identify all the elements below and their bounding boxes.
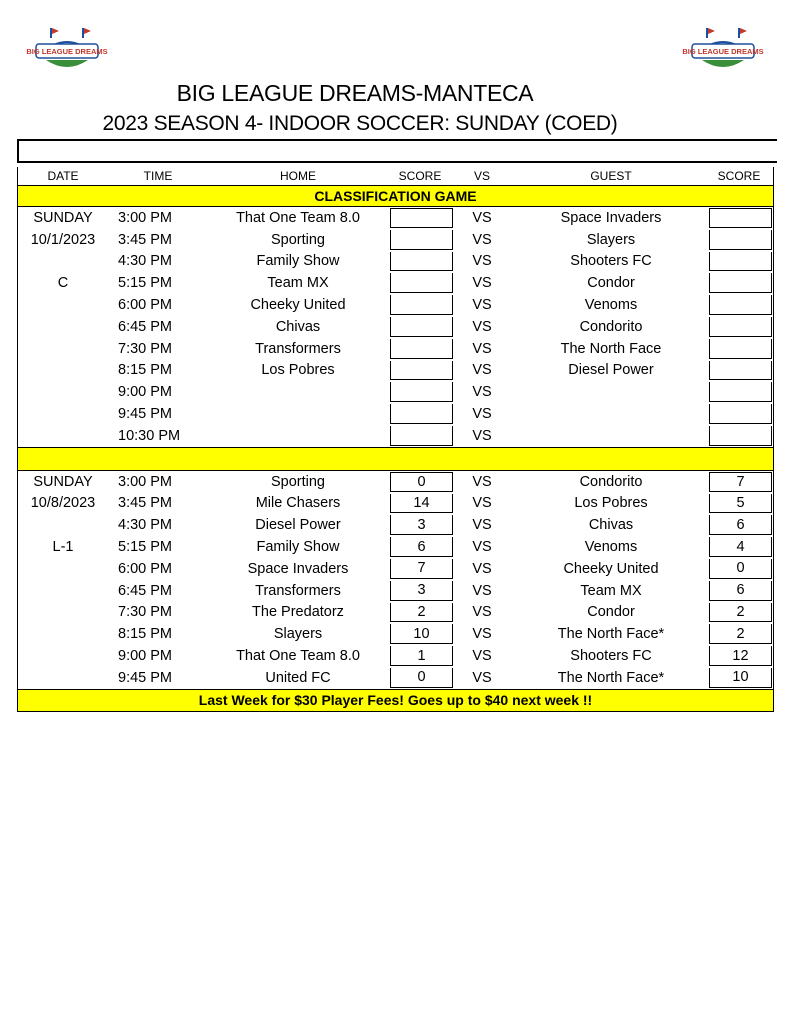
date-cell [20,645,106,667]
game-row [18,381,773,403]
game-row [18,294,773,316]
guest-team: Condor [587,604,635,621]
guest-team: Space Invaders [560,209,662,226]
home-score [390,361,453,381]
guest-team: Condorito [579,318,643,335]
home-score [390,426,453,446]
game-row [18,425,773,447]
time-cell: 6:00 PM [118,560,172,577]
guest-score [709,295,772,315]
date-cell [20,425,106,447]
week-separator [18,447,773,471]
guest-score [709,208,772,228]
home-team: Sporting [270,473,325,490]
big-league-dreams-logo [682,26,764,76]
guest-team: Diesel Power [568,362,654,379]
home-team: Sporting [270,231,325,248]
home-team: Family Show [256,253,340,270]
guest-score: 5 [709,494,772,514]
time-cell: 3:00 PM [118,473,172,490]
vs-label: VS [472,517,492,534]
time-cell: 5:15 PM [118,275,172,292]
game-row [18,645,773,667]
col-home: HOME [280,169,316,183]
guest-score: 7 [709,472,772,492]
vs-label: VS [472,626,492,643]
home-score: 2 [390,603,453,623]
time-cell: 7:30 PM [118,604,172,621]
guest-team: Condorito [579,473,643,490]
home-team: Transformers [255,340,341,357]
home-score [390,295,453,315]
week2-games [18,471,773,689]
home-score [390,230,453,250]
vs-label: VS [472,297,492,314]
date-cell: 10/1/2023 [30,231,96,248]
vs-label: VS [472,406,492,423]
col-time: TIME [143,169,173,183]
time-cell: 6:00 PM [118,297,172,314]
game-row [18,338,773,360]
vs-label: VS [472,427,492,444]
svg-text:BIG LEAGUE DREAMS: BIG LEAGUE DREAMS [26,47,108,56]
home-team: The Predatorz [252,604,344,621]
guest-team: Chivas [588,517,634,534]
home-team: Family Show [256,539,340,556]
time-cell: 3:00 PM [118,209,172,226]
guest-score [709,339,772,359]
game-row [18,403,773,425]
game-row [18,623,773,645]
time-cell: 4:30 PM [118,253,172,270]
time-cell: 3:45 PM [118,495,172,512]
vs-label: VS [472,539,492,556]
game-row [18,667,773,689]
home-team [210,425,386,447]
date-cell [20,667,106,689]
col-date: DATE [47,169,79,183]
guest-score: 4 [709,537,772,557]
big-league-dreams-logo [26,26,108,76]
guest-team: Los Pobres [574,495,648,512]
col-guest: GUEST [590,169,632,183]
home-team: Transformers [255,582,341,599]
guest-team [510,425,712,447]
home-score [390,404,453,424]
svg-text:BIG LEAGUE DREAMS: BIG LEAGUE DREAMS [682,47,764,56]
guest-score [709,404,772,424]
home-score: 0 [390,472,453,492]
home-team: That One Team 8.0 [236,648,360,665]
home-team: Team MX [267,275,329,292]
time-cell: 8:15 PM [118,362,172,379]
game-row [18,251,773,273]
home-team: Mile Chasers [255,495,341,512]
page-title: BIG LEAGUE DREAMS-MANTECA [176,80,534,106]
game-row [18,514,773,536]
date-cell [20,338,106,360]
date-cell [20,294,106,316]
time-cell: 9:00 PM [118,648,172,665]
home-score: 6 [390,537,453,557]
vs-label: VS [472,560,492,577]
guest-score: 6 [709,515,772,535]
home-score: 14 [390,494,453,514]
vs-label: VS [472,340,492,357]
guest-team: Venoms [584,297,638,314]
game-row [18,580,773,602]
date-cell [20,514,106,536]
home-team: Diesel Power [255,517,341,534]
vs-label: VS [472,604,492,621]
vs-label: VS [472,669,492,686]
time-cell: 9:00 PM [118,384,172,401]
fee-notice: Last Week for $30 Player Fees! Goes up to $40 next week !! [18,689,773,711]
col-guest-score: SCORE [717,169,761,183]
vs-label: VS [472,582,492,599]
guest-team: Shooters FC [570,648,652,665]
home-score [390,208,453,228]
home-team: Chivas [275,318,321,335]
home-score: 0 [390,668,453,688]
time-cell: 9:45 PM [118,406,172,423]
home-score: 3 [390,515,453,535]
vs-label: VS [472,231,492,248]
vs-label: VS [472,318,492,335]
home-score [390,317,453,337]
guest-score: 10 [709,668,772,688]
classification-banner: CLASSIFICATION GAME [18,186,773,207]
date-cell [20,580,106,602]
game-row [18,229,773,251]
guest-team: The North Face* [557,626,665,643]
game-row [18,207,773,229]
vs-label: VS [472,362,492,379]
time-cell: 6:45 PM [118,318,172,335]
guest-score [709,382,772,402]
time-cell: 5:15 PM [118,539,172,556]
date-cell: 10/8/2023 [30,495,96,512]
time-cell: 10:30 PM [118,427,181,444]
guest-team [510,381,712,403]
time-cell: 4:30 PM [118,517,172,534]
home-score [390,273,453,293]
col-vs: VS [473,169,490,183]
home-score: 7 [390,559,453,579]
game-row [18,360,773,382]
vs-label: VS [472,209,492,226]
vs-label: VS [472,495,492,512]
guest-team: Shooters FC [570,253,652,270]
time-cell: 9:45 PM [118,669,172,686]
vs-label: VS [472,648,492,665]
date-cell [20,403,106,425]
home-score [390,382,453,402]
guest-score [709,230,772,250]
home-score: 3 [390,581,453,601]
home-team: Slayers [273,626,323,643]
guest-team: Venoms [584,539,638,556]
guest-team: The North Face [560,340,662,357]
home-team: Los Pobres [261,362,335,379]
guest-team: The North Face* [557,669,665,686]
date-cell [20,558,106,580]
date-cell [20,251,106,273]
vs-label: VS [472,275,492,292]
guest-score [709,317,772,337]
game-row [18,602,773,624]
page-subtitle: 2023 SEASON 4- INDOOR SOCCER: SUNDAY (COED) [102,112,618,135]
home-team: That One Team 8.0 [236,209,360,226]
time-cell: 8:15 PM [118,626,172,643]
guest-score [709,426,772,446]
game-row [18,558,773,580]
date-cell [20,623,106,645]
guest-team: Condor [587,275,635,292]
guest-score: 6 [709,581,772,601]
vs-label: VS [472,384,492,401]
date-cell [20,360,106,382]
home-team: United FC [265,669,331,686]
date-cell [20,316,106,338]
date-cell: SUNDAY [33,473,93,490]
column-header-row [18,167,773,186]
date-cell: L-1 [52,539,74,556]
guest-score [709,252,772,272]
game-row [18,536,773,558]
date-cell [20,381,106,403]
week1-games [18,207,773,447]
date-cell [20,602,106,624]
home-score [390,252,453,272]
time-cell: 6:45 PM [118,582,172,599]
home-team: Space Invaders [247,560,349,577]
col-home-score: SCORE [398,169,442,183]
guest-score [709,361,772,381]
vs-label: VS [472,253,492,270]
date-cell: C [57,275,69,292]
game-row [18,272,773,294]
game-row [18,471,773,493]
guest-team: Team MX [580,582,642,599]
home-score [390,339,453,359]
guest-score: 2 [709,603,772,623]
home-score: 10 [390,624,453,644]
guest-score: 12 [709,646,772,666]
guest-team: Slayers [586,231,636,248]
guest-team [510,403,712,425]
time-cell: 3:45 PM [118,231,172,248]
vs-label: VS [472,473,492,490]
home-team [210,403,386,425]
game-row [18,493,773,515]
home-team [210,381,386,403]
schedule-table [17,167,774,712]
blank-header-bar [17,139,777,163]
game-row [18,316,773,338]
guest-score: 2 [709,624,772,644]
home-score: 1 [390,646,453,666]
guest-score: 0 [709,559,772,579]
guest-team: Cheeky United [563,560,659,577]
home-team: Cheeky United [250,297,346,314]
time-cell: 7:30 PM [118,340,172,357]
date-cell: SUNDAY [33,209,93,226]
guest-score [709,273,772,293]
